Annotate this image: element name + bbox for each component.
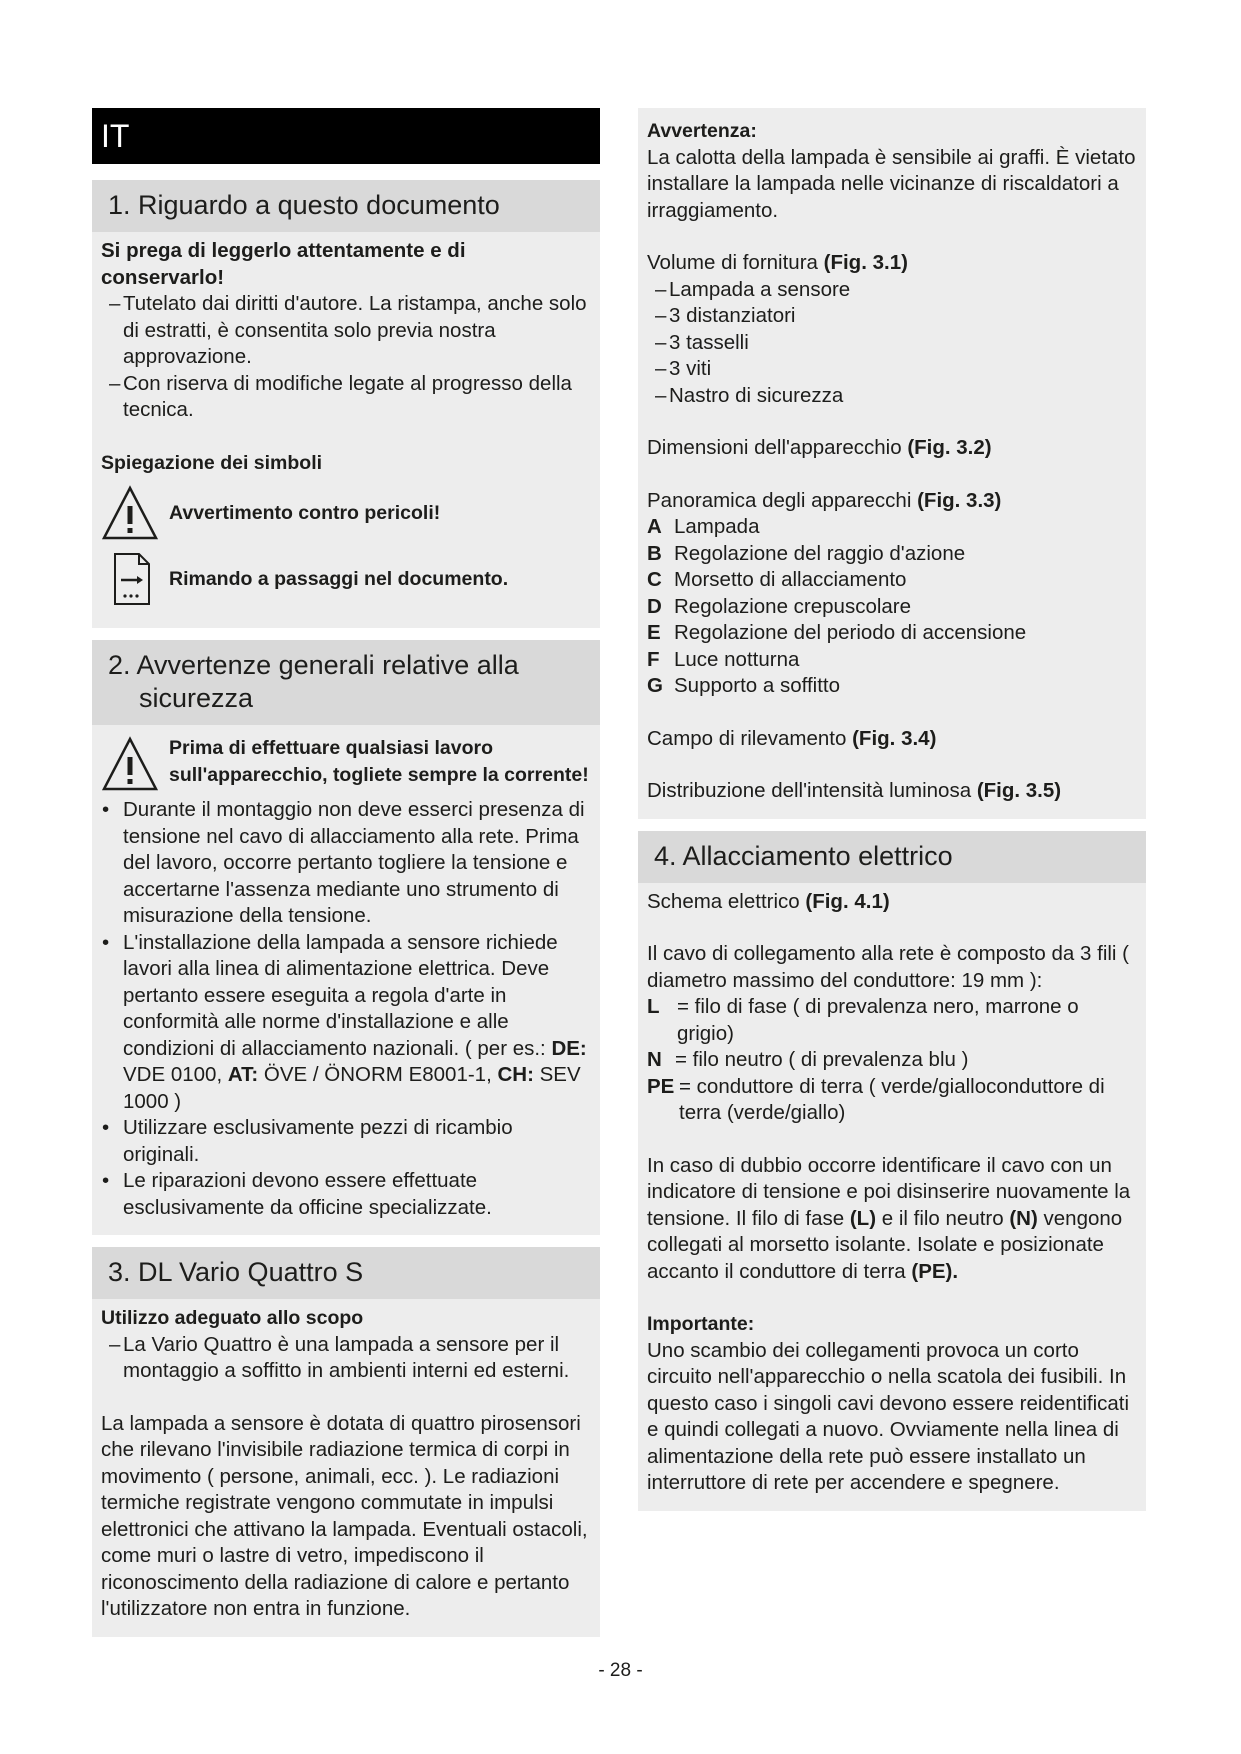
item-text: Lampada bbox=[674, 515, 760, 538]
use-heading: Utilizzo adeguato allo scopo bbox=[101, 1307, 364, 1329]
list-item: – Tutelato dai diritti d'autore. La ristampa, anche solo di estratti, è consentita solo previa nostra approvazione. bbox=[101, 291, 591, 371]
section-4 bbox=[638, 831, 1146, 1511]
list-item: – Lampada a sensore bbox=[647, 277, 1137, 304]
important-text: Uno scambio dei collegamenti provoca un corto circuito nell'apparecchio o nella scatola dei fusibili. In questo caso i singoli cavi devono essere reidentificati e quindi collegati a nuovo. Ovviamente nella linea di alimentazione della rete può essere installato un interruttore di rete per accendere e spegnere. bbox=[647, 1338, 1130, 1494]
warning-heading: Avvertenza: bbox=[647, 120, 757, 142]
list-item: – Con riserva di modifiche legate al progresso della tecnica. bbox=[101, 371, 591, 424]
symbol-reference-label: Rimando a passaggi nel documento. bbox=[169, 567, 509, 590]
standard-de: VDE 0100, bbox=[123, 1063, 228, 1086]
section-2 bbox=[92, 640, 600, 1235]
page-number: - 28 - bbox=[598, 1660, 643, 1681]
list-item bbox=[647, 620, 1137, 647]
wire-key: PE bbox=[647, 1074, 675, 1098]
left-column bbox=[92, 108, 600, 1649]
section-3 bbox=[92, 1247, 600, 1637]
supply-label: Volume di fornitura bbox=[647, 251, 818, 274]
item-letter: G bbox=[647, 674, 663, 697]
item-letter: D bbox=[647, 594, 662, 618]
item-text: Luce notturna bbox=[674, 647, 800, 671]
wire-description: = filo neutro ( di prevalenza blu ) bbox=[675, 1048, 969, 1071]
list-item: – 3 viti bbox=[647, 356, 1137, 383]
paragraph-text: In caso di dubbio occorre identificare il cavo con un indicatore di tensione e poi disinserire nuovamente la tensione. Il filo di fase bbox=[647, 1153, 1131, 1230]
detection-field-label: Campo di rilevamento bbox=[647, 726, 847, 750]
safety-warning-text: Prima di effettuare qualsiasi lavoro sull'apparecchio, togliete sempre la corrente! bbox=[169, 737, 589, 786]
doubt-paragraph bbox=[647, 1153, 1137, 1286]
list-item: – La Vario Quattro è una lampada a sensore per il montaggio a soffitto in ambienti interni ed esterni. bbox=[101, 1332, 591, 1385]
section-2-title bbox=[92, 640, 600, 725]
item-text: Regolazione crepuscolare bbox=[674, 594, 912, 618]
paragraph-text: vengono collegati al morsetto isolante. Isolate e posizionate accanto il conduttore di terra bbox=[647, 1206, 1123, 1283]
language-code: IT bbox=[101, 118, 130, 154]
item-letter: F bbox=[647, 647, 660, 671]
light-distribution-line bbox=[647, 778, 1137, 805]
warning-triangle-icon bbox=[101, 484, 159, 542]
symbol-warning-label: Avvertimento contro pericoli! bbox=[169, 501, 441, 524]
item-text: Supporto a soffitto bbox=[674, 674, 841, 697]
supply-heading bbox=[647, 250, 1137, 277]
important-heading: Importante: bbox=[647, 1313, 755, 1335]
list-item: • Durante il montaggio non deve esserci presenza di tensione nel cavo di allacciamento alla rete. Prima del lavoro, occorre pertanto togliere la tensione e accertarne l'assenza mediante uno strumento di misurazione della tensione. bbox=[101, 797, 591, 930]
wire-key: N bbox=[647, 1048, 662, 1071]
wire-row bbox=[647, 994, 1137, 1047]
list-item bbox=[647, 673, 1137, 700]
light-distribution-label: Distribuzione dell'intensità luminosa bbox=[647, 779, 972, 802]
section-2-body bbox=[92, 725, 600, 1235]
country-ch: CH: bbox=[497, 1063, 534, 1086]
fig-ref: (Fig. 3.5) bbox=[976, 779, 1062, 802]
item-text: Morsetto di allacciamento bbox=[674, 568, 907, 591]
list-item: • Utilizzare esclusivamente pezzi di ricambio originali. bbox=[101, 1115, 591, 1168]
standard-at: ÖVE / ÖNORM E8001-1, bbox=[258, 1063, 498, 1086]
country-at: AT: bbox=[227, 1063, 259, 1086]
section-2-title-line2: sicurezza bbox=[139, 683, 254, 713]
phase-label: (L) bbox=[849, 1206, 877, 1230]
fig-ref: (Fig. 3.2) bbox=[907, 436, 992, 459]
section-3-body bbox=[92, 1299, 600, 1637]
list-item: – 3 tasselli bbox=[647, 330, 1137, 357]
item-letter: E bbox=[647, 621, 661, 644]
item-text: Regolazione del periodo di accensione bbox=[674, 621, 1027, 644]
safety-warning bbox=[101, 735, 591, 793]
country-de: DE: bbox=[551, 1036, 587, 1060]
list-item bbox=[647, 594, 1137, 621]
wire-row bbox=[647, 1074, 1137, 1127]
detection-field-line bbox=[647, 726, 1137, 753]
wire-description: = conduttore di terra ( verde/gialloconduttore di terra (verde/giallo) bbox=[679, 1074, 1105, 1124]
item-letter: C bbox=[647, 568, 662, 591]
overview-heading bbox=[647, 488, 1137, 515]
scheme-line bbox=[647, 889, 1137, 916]
list-item: – 3 distanziatori bbox=[647, 303, 1137, 330]
list-item bbox=[647, 541, 1137, 568]
wire-description: = filo di fase ( di prevalenza nero, marrone o grigio) bbox=[677, 995, 1079, 1045]
item-letter: B bbox=[647, 541, 662, 565]
dimensions-line bbox=[647, 435, 1137, 462]
section-3-title: 3. DL Vario Quattro S bbox=[92, 1247, 600, 1299]
section-4-body bbox=[638, 883, 1146, 1511]
cable-text: Il cavo di collegamento alla rete è composto da 3 fili ( diametro massimo del conduttore: 19 mm ): bbox=[647, 942, 1130, 992]
section-3-continued-body bbox=[638, 108, 1146, 819]
standard-ch: SEV 1000 ) bbox=[123, 1063, 581, 1113]
neutral-label: (N) bbox=[1009, 1206, 1038, 1230]
fig-ref: (Fig. 3.3) bbox=[917, 488, 1002, 512]
section-1 bbox=[92, 180, 600, 628]
list-item: – Nastro di sicurezza bbox=[647, 383, 1137, 410]
item-text: Regolazione del raggio d'azione bbox=[674, 541, 966, 565]
list-item bbox=[647, 567, 1137, 594]
symbol-warning-row bbox=[101, 484, 591, 542]
section-4-title: 4. Allacciamento elettrico bbox=[638, 831, 1146, 883]
overview-label: Panoramica degli apparecchi bbox=[647, 488, 912, 512]
list-item bbox=[101, 930, 591, 1116]
scheme-label: Schema elettrico bbox=[647, 889, 800, 913]
paragraph-text: e il filo neutro bbox=[876, 1206, 1010, 1230]
warning-triangle-icon bbox=[101, 735, 159, 793]
section-3-continued bbox=[638, 108, 1146, 819]
section-2-title-line1: 2. Avvertenze generali relative alla bbox=[108, 650, 519, 680]
wire-key: L bbox=[647, 995, 660, 1018]
section-1-title: 1. Riguardo a questo documento bbox=[92, 180, 600, 232]
document-reference-icon bbox=[101, 550, 159, 608]
symbol-reference-row bbox=[101, 550, 591, 608]
language-bar bbox=[92, 108, 600, 164]
section-1-intro: Si prega di leggerlo attentamente e di conservarlo! bbox=[101, 239, 466, 289]
list-item: • Le riparazioni devono essere effettuate esclusivamente da officine specializzate. bbox=[101, 1168, 591, 1221]
fig-ref: (Fig. 3.1) bbox=[823, 251, 908, 274]
dimensions-label: Dimensioni dell'apparecchio bbox=[647, 436, 902, 459]
symbols-heading: Spiegazione dei simboli bbox=[101, 451, 323, 474]
section-1-body bbox=[92, 232, 600, 628]
bullet-text: L'installazione della lampada a sensore richiede lavori alla linea di alimentazione elettrica. Deve pertanto essere eseguita a regola d'arte in conformità alle norme d'installazione e alle condizioni di allacciamento nazionali. ( per es.: bbox=[123, 930, 558, 1060]
earth-label: (PE). bbox=[911, 1259, 959, 1283]
right-column bbox=[638, 108, 1146, 1523]
item-letter: A bbox=[647, 515, 662, 538]
sensor-description: La lampada a sensore è dotata di quattro pirosensori che rilevano l'invisibile radiazione termica di corpi in movimento ( persone, animali, ecc. ). Le radiazioni termiche registrate vengono commutate in impulsi elettronici che attivano la lampada. Eventuali ostacoli, come muri o lastre di vetro, impediscono il riconoscimento della radiazione di calore e pertanto l'utilizzatore non entra in funzione. bbox=[101, 1411, 588, 1620]
fig-ref: (Fig. 4.1) bbox=[805, 889, 890, 913]
wire-row bbox=[647, 1047, 1137, 1074]
list-item bbox=[647, 647, 1137, 674]
list-item bbox=[647, 514, 1137, 541]
fig-ref: (Fig. 3.4) bbox=[852, 726, 937, 750]
warning-text: La calotta della lampada è sensibile ai graffi. È vietato installare la lampada nelle vicinanze di riscaldatori a irraggiamento. bbox=[647, 145, 1136, 222]
